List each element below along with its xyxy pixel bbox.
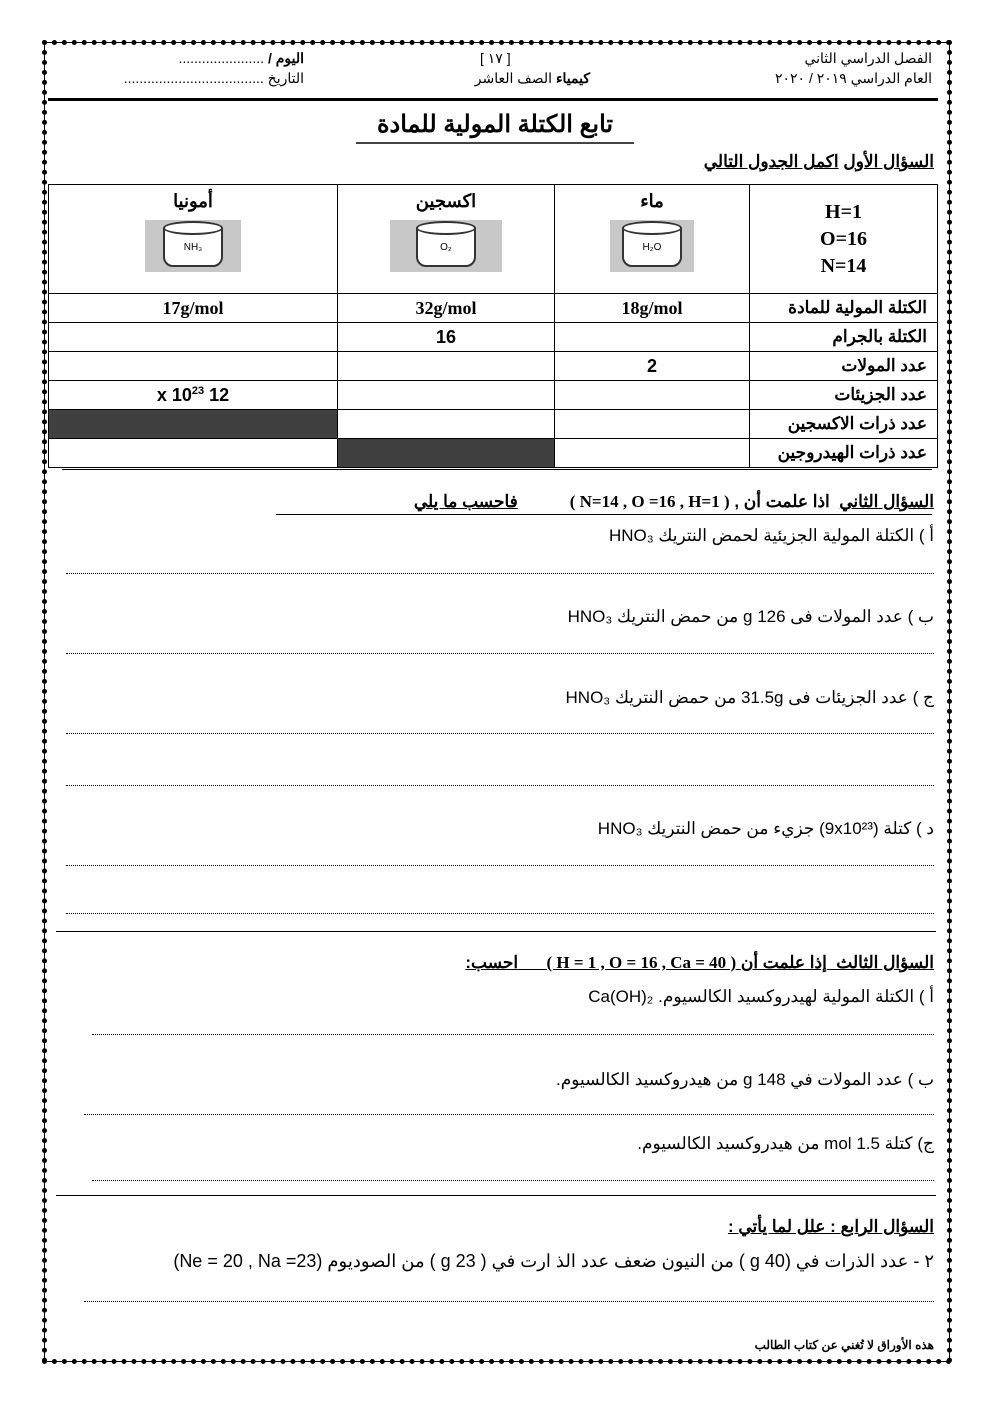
q1-heading [704, 152, 934, 172]
q2-item-c: ج ) عدد الجزيئات فى 31.5g من حمض النتريك HNO₃ [565, 688, 934, 707]
disabled-cell [338, 439, 555, 468]
school-year: العام الدراسي ٢٠١٩ / ٢٠٢٠ [774, 70, 932, 86]
q2-heading: السؤال الثاني اذا علمت أن , ( N=14 , O =16 , H=1 ) فاحسب ما يلي [413, 492, 934, 511]
double-divider [62, 467, 932, 470]
subject [475, 70, 590, 87]
page-title: تابع الكتلة المولية للمادة [356, 110, 634, 144]
disabled-cell [49, 410, 338, 439]
date-label: التاريخ [267, 70, 304, 86]
q2-item-a: أ ) الكتلة المولية الجزيئية لحمض النتريك HNO₃ [608, 526, 934, 545]
answer-line[interactable] [92, 1034, 934, 1035]
page-number: [ ١٧ ] [480, 50, 511, 66]
table-row: عدد الجزيئات 12 x $10^{23}$ [49, 381, 938, 410]
molar-mass-table [48, 184, 938, 468]
day-blank: ...................... [178, 50, 265, 66]
q3-item-c: ج) كتلة 1.5 mol من هيدروكسيد الكالسيوم. [637, 1134, 934, 1153]
table-row: عدد المولات 2 [49, 352, 938, 381]
table-row: عدد ذرات الهيدروجين [49, 439, 938, 468]
section-divider [56, 1195, 936, 1196]
q4-heading: السؤال الرابع : علل لما يأتي : [727, 1217, 934, 1236]
q2-underline [276, 514, 932, 515]
answer-line[interactable] [92, 1180, 934, 1181]
q3-heading: السؤال الثالث إذا علمت أن ( H = 1 , O = 16 , Ca = 40 ) احسب: [465, 953, 934, 972]
day-label: اليوم / [267, 50, 304, 66]
col-oxygen: اكسجين O₂ [338, 185, 555, 294]
water-container-icon: H₂O [610, 220, 694, 272]
answer-line[interactable] [66, 785, 934, 786]
q4-item: ٢ - عدد الذرات في (40 g ) من النيون ضعف عدد الذ ارت في ( 23 g ) من الصوديوم (Ne = 20 , Na =23) [173, 1251, 934, 1271]
q3-item-b: ب ) عدد المولات في 148 g من هيدروكسيد الكالسيوم. [556, 1070, 934, 1089]
answer-line[interactable] [84, 1301, 934, 1302]
subject-name: كيمياء [555, 70, 590, 86]
answer-line[interactable] [66, 733, 934, 734]
table-row: عدد ذرات الاكسجين [49, 410, 938, 439]
answer-line[interactable] [66, 865, 934, 866]
q2-item-b: ب ) عدد المولات فى 126 g من حمض النتريك HNO₃ [567, 607, 934, 626]
answer-line[interactable] [66, 913, 934, 914]
footer-note: هذه الأوراق لا تُغني عن كتاب الطالب [754, 1338, 934, 1352]
section-divider [56, 931, 936, 932]
answer-line[interactable] [66, 653, 934, 654]
q2-item-d: د ) كتلة (9x10²³) جزيء من حمض النتريك HNO₃ [597, 819, 934, 838]
answer-line[interactable] [84, 1114, 934, 1115]
header-rule [48, 98, 938, 101]
col-ammonia: أمونيا NH₃ [49, 185, 338, 294]
day-field[interactable] [54, 50, 304, 67]
q1-label: السؤال الأول [843, 152, 934, 171]
answer-line[interactable] [66, 573, 934, 574]
ammonia-container-icon: NH₃ [145, 220, 241, 272]
table-row: الكتلة المولية للمادة 18g/mol 32g/mol 17g/mol [49, 294, 938, 323]
date-field[interactable] [54, 70, 304, 87]
q1-text: اكمل الجدول التالي [703, 152, 839, 171]
col-water: ماء H₂O [555, 185, 750, 294]
q3-item-a: أ ) الكتلة المولية لهيدروكسيد الكالسيوم. Ca(OH)₂ [588, 987, 934, 1006]
date-blank: .................................... [123, 70, 264, 86]
grade: الصف العاشر [474, 70, 553, 86]
semester: الفصل الدراسي الثاني [804, 50, 932, 66]
oxygen-container-icon: O₂ [390, 220, 502, 272]
table-row: الكتلة بالجرام 16 [49, 323, 938, 352]
given-atomic-masses: H=1 O=16 N=14 [750, 185, 938, 294]
